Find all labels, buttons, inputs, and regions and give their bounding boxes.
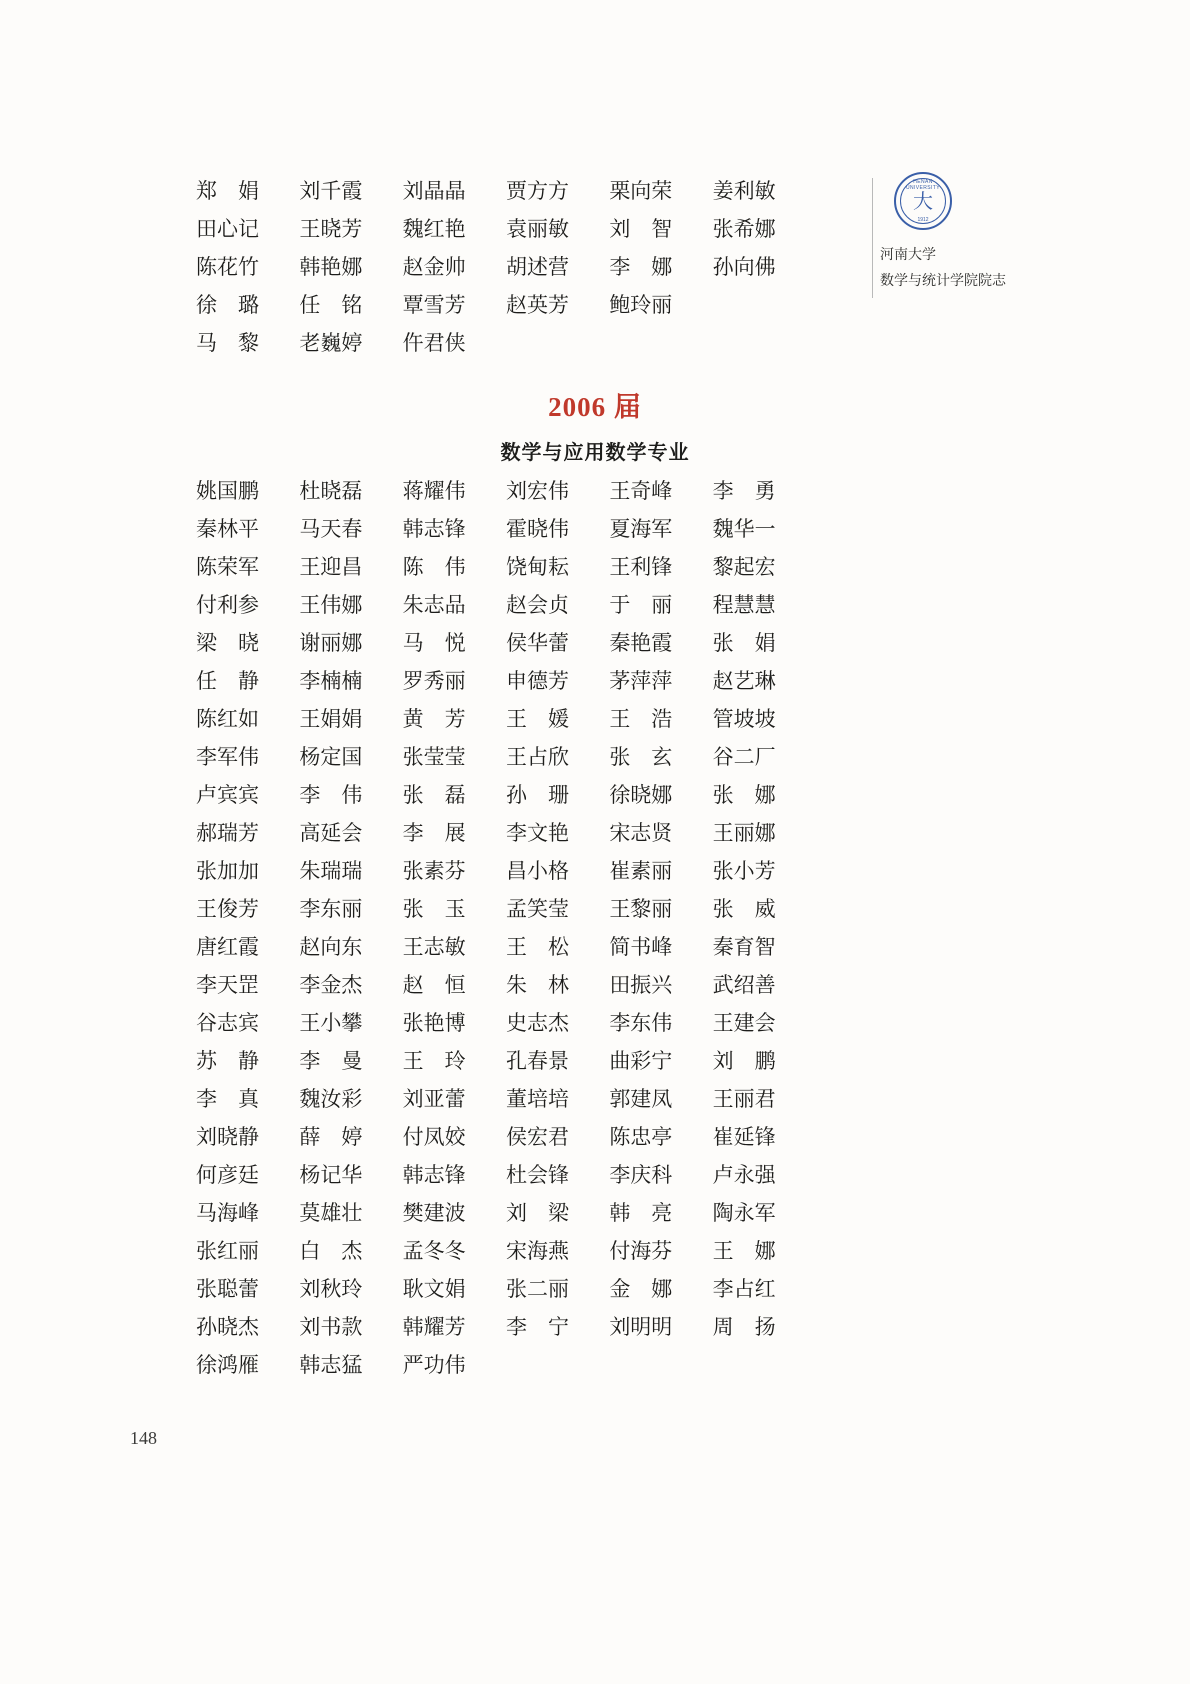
- name-cell: 严功伟: [402, 1353, 466, 1377]
- name-cell: 罗秀丽: [402, 669, 466, 693]
- name-cell: 张 娟: [712, 631, 776, 655]
- name-row: [196, 1194, 816, 1232]
- name-cell: 茅萍萍: [609, 669, 673, 693]
- name-cell: 孔春景: [505, 1049, 569, 1073]
- name-cell: 樊建波: [402, 1201, 466, 1225]
- name-cell: 李东伟: [609, 1011, 673, 1035]
- name-cell: 陈红如: [196, 707, 259, 731]
- name-cell: 李东丽: [299, 897, 363, 921]
- name-cell: 王伟娜: [299, 593, 363, 617]
- name-cell: 王 浩: [609, 707, 673, 731]
- name-list-2006: [196, 472, 816, 1384]
- name-cell: 张艳博: [402, 1011, 466, 1035]
- name-cell: 徐鸿雁: [196, 1353, 259, 1377]
- name-cell: 朱志品: [402, 593, 466, 617]
- name-cell: 金 娜: [609, 1277, 673, 1301]
- name-cell: 刘书款: [299, 1315, 363, 1339]
- name-cell: 朱 林: [505, 973, 569, 997]
- seal-year-text: 1912: [917, 217, 929, 223]
- name-cell: 刘亚蕾: [402, 1087, 466, 1111]
- name-cell: 白 杰: [299, 1239, 363, 1263]
- name-row: [196, 586, 816, 624]
- name-cell: 马 悦: [402, 631, 466, 655]
- name-row: [196, 890, 816, 928]
- name-cell: 老巍婷: [299, 331, 363, 355]
- name-cell: 曲彩宁: [609, 1049, 673, 1073]
- name-cell: 黎起宏: [712, 555, 776, 579]
- name-row: [196, 624, 816, 662]
- name-cell: 韩志猛: [299, 1353, 363, 1377]
- name-cell: 张 玄: [609, 745, 673, 769]
- name-cell: 苏 静: [196, 1049, 259, 1073]
- name-cell: 陈 伟: [402, 555, 466, 579]
- name-cell: 鲍玲丽: [609, 293, 673, 317]
- name-cell: 李占红: [712, 1277, 776, 1301]
- name-row: [196, 700, 816, 738]
- name-cell: 武绍善: [712, 973, 776, 997]
- name-cell: 王 媛: [505, 707, 569, 731]
- name-cell: 莫雄壮: [299, 1201, 363, 1225]
- section-year-title: 2006 届: [548, 392, 642, 422]
- name-cell: 张莹莹: [402, 745, 466, 769]
- name-cell: 刘宏伟: [505, 479, 569, 503]
- name-cell: 杜晓磊: [299, 479, 363, 503]
- name-row: [196, 1042, 816, 1080]
- name-cell: 刘晓静: [196, 1125, 259, 1149]
- name-cell: 张加加: [196, 859, 259, 883]
- name-cell: 秦育智: [712, 935, 776, 959]
- page-number: 148: [130, 1428, 157, 1448]
- name-cell: 史志杰: [505, 1011, 569, 1035]
- name-cell: 马海峰: [196, 1201, 259, 1225]
- name-row: [196, 1118, 816, 1156]
- name-cell: 孟笑莹: [505, 897, 569, 921]
- name-cell: 李金杰: [299, 973, 363, 997]
- name-cell: 夏海军: [609, 517, 673, 541]
- name-cell: 贾方方: [505, 179, 569, 203]
- name-row: [196, 324, 816, 362]
- name-cell: 仵君侠: [402, 331, 466, 355]
- name-list-continued: [196, 172, 816, 362]
- name-cell: 李 真: [196, 1087, 259, 1111]
- name-cell: 田心记: [196, 217, 259, 241]
- name-row: [196, 1346, 816, 1384]
- name-row: [196, 172, 816, 210]
- name-cell: 孙 珊: [505, 783, 569, 807]
- name-cell: 王迎昌: [299, 555, 363, 579]
- institution-name-line1: 河南大学: [880, 248, 936, 263]
- name-cell: 张小芳: [712, 859, 776, 883]
- name-cell: 昌小格: [505, 859, 569, 883]
- name-cell: 薛 婷: [299, 1125, 363, 1149]
- name-row: [196, 1156, 816, 1194]
- name-cell: 李楠楠: [299, 669, 363, 693]
- name-cell: 郭建凤: [609, 1087, 673, 1111]
- name-cell: 陶永军: [712, 1201, 776, 1225]
- name-row: [196, 1232, 816, 1270]
- name-cell: 赵会贞: [505, 593, 569, 617]
- name-cell: 马 黎: [196, 331, 259, 355]
- name-cell: 张素芬: [402, 859, 466, 883]
- name-row: [196, 966, 816, 1004]
- name-cell: 徐晓娜: [609, 783, 673, 807]
- name-cell: 刘 鹏: [712, 1049, 776, 1073]
- name-cell: 刘 智: [609, 217, 673, 241]
- name-cell: 张 威: [712, 897, 776, 921]
- name-cell: 姜利敏: [712, 179, 776, 203]
- name-cell: 杨定国: [299, 745, 363, 769]
- name-row: [196, 928, 816, 966]
- name-cell: 孙向佛: [712, 255, 776, 279]
- name-row: [196, 662, 816, 700]
- name-row: [196, 1080, 816, 1118]
- name-cell: 于 丽: [609, 593, 673, 617]
- name-cell: 魏汝彩: [299, 1087, 363, 1111]
- name-cell: 赵 恒: [402, 973, 466, 997]
- name-cell: 任 静: [196, 669, 259, 693]
- name-cell: 蒋耀伟: [402, 479, 466, 503]
- name-cell: 王丽娜: [712, 821, 776, 845]
- name-cell: 梁 晓: [196, 631, 259, 655]
- name-cell: 张二丽: [505, 1277, 569, 1301]
- name-cell: 魏红艳: [402, 217, 466, 241]
- name-cell: 韩 亮: [609, 1201, 673, 1225]
- name-cell: 杨记华: [299, 1163, 363, 1187]
- name-cell: 孟冬冬: [402, 1239, 466, 1263]
- name-cell: 王志敏: [402, 935, 466, 959]
- name-cell: 任 铭: [299, 293, 363, 317]
- name-row: [196, 248, 816, 286]
- name-cell: 秦艳霞: [609, 631, 673, 655]
- name-cell: 李 展: [402, 821, 466, 845]
- name-cell: 秦林平: [196, 517, 259, 541]
- name-cell: 李天罡: [196, 973, 259, 997]
- name-cell: 申德芳: [505, 669, 569, 693]
- name-cell: 王 松: [505, 935, 569, 959]
- name-cell: 王小攀: [299, 1011, 363, 1035]
- name-cell: 周 扬: [712, 1315, 776, 1339]
- name-cell: 谷志宾: [196, 1011, 259, 1035]
- name-cell: 崔延锋: [712, 1125, 776, 1149]
- name-cell: 韩艳娜: [299, 255, 363, 279]
- name-cell: 王利锋: [609, 555, 673, 579]
- name-cell: 韩志锋: [402, 517, 466, 541]
- name-cell: 付凤姣: [402, 1125, 466, 1149]
- name-cell: 管坡坡: [712, 707, 776, 731]
- name-cell: 陈花竹: [196, 255, 259, 279]
- name-cell: 宋海燕: [505, 1239, 569, 1263]
- name-cell: 宋志贤: [609, 821, 673, 845]
- name-cell: 朱瑞瑞: [299, 859, 363, 883]
- name-cell: 王 玲: [402, 1049, 466, 1073]
- name-cell: 张希娜: [712, 217, 776, 241]
- institution-logo-block: [872, 172, 1082, 294]
- name-row: [196, 548, 816, 586]
- name-row: [196, 286, 816, 324]
- name-cell: 崔素丽: [609, 859, 673, 883]
- name-cell: 侯华蕾: [505, 631, 569, 655]
- name-cell: 何彦廷: [196, 1163, 259, 1187]
- name-cell: 张 磊: [402, 783, 466, 807]
- name-cell: 谢丽娜: [299, 631, 363, 655]
- name-row: [196, 738, 816, 776]
- name-cell: 王黎丽: [609, 897, 673, 921]
- name-row: [196, 1270, 816, 1308]
- name-cell: 程慧慧: [712, 593, 776, 617]
- name-cell: 董培培: [505, 1087, 569, 1111]
- name-cell: 卢永强: [712, 1163, 776, 1187]
- name-cell: 王建会: [712, 1011, 776, 1035]
- name-cell: 唐红霞: [196, 935, 259, 959]
- name-row: [196, 814, 816, 852]
- name-cell: 王 娜: [712, 1239, 776, 1263]
- name-cell: 赵艺琳: [712, 669, 776, 693]
- name-row: [196, 472, 816, 510]
- name-cell: 王奇峰: [609, 479, 673, 503]
- name-cell: 李 伟: [299, 783, 363, 807]
- name-cell: 霍晓伟: [505, 517, 569, 541]
- name-cell: 张聪蕾: [196, 1277, 259, 1301]
- name-cell: 黄 芳: [402, 707, 466, 731]
- name-cell: 袁丽敏: [505, 217, 569, 241]
- institution-name-line2: 数学与统计学院院志: [880, 274, 1006, 289]
- name-cell: 覃雪芳: [402, 293, 466, 317]
- name-cell: 张红丽: [196, 1239, 259, 1263]
- name-cell: 胡述营: [505, 255, 569, 279]
- name-cell: 付海芬: [609, 1239, 673, 1263]
- name-row: [196, 510, 816, 548]
- name-cell: 王占欣: [505, 745, 569, 769]
- name-cell: 李 勇: [712, 479, 776, 503]
- name-cell: 王晓芳: [299, 217, 363, 241]
- name-cell: 简书峰: [609, 935, 673, 959]
- name-cell: 李军伟: [196, 745, 259, 769]
- name-cell: 刘 梁: [505, 1201, 569, 1225]
- name-cell: 马天春: [299, 517, 363, 541]
- name-cell: 李 娜: [609, 255, 673, 279]
- name-cell: 赵金帅: [402, 255, 466, 279]
- name-cell: 栗向荣: [609, 179, 673, 203]
- name-row: [196, 776, 816, 814]
- name-row: [196, 1308, 816, 1346]
- university-seal-icon: [894, 172, 952, 230]
- name-cell: 李文艳: [505, 821, 569, 845]
- name-cell: 韩耀芳: [402, 1315, 466, 1339]
- section-major-title: 数学与应用数学专业: [500, 442, 690, 464]
- name-cell: 谷二厂: [712, 745, 776, 769]
- name-cell: 赵英芳: [505, 293, 569, 317]
- name-row: [196, 1004, 816, 1042]
- name-cell: 付利参: [196, 593, 259, 617]
- name-cell: 田振兴: [609, 973, 673, 997]
- name-cell: 孙晓杰: [196, 1315, 259, 1339]
- name-cell: 魏华一: [712, 517, 776, 541]
- name-cell: 李庆科: [609, 1163, 673, 1187]
- seal-center-character: 大: [913, 191, 933, 213]
- name-cell: 卢宾宾: [196, 783, 259, 807]
- name-cell: 李 曼: [299, 1049, 363, 1073]
- name-cell: 姚国鹏: [196, 479, 259, 503]
- vertical-divider: [872, 178, 873, 298]
- name-cell: 刘明明: [609, 1315, 673, 1339]
- name-cell: 张 娜: [712, 783, 776, 807]
- name-cell: 王丽君: [712, 1087, 776, 1111]
- seal-top-text: HENAN UNIVERSITY: [905, 179, 940, 191]
- name-cell: 饶甸耘: [505, 555, 569, 579]
- name-cell: 王俊芳: [196, 897, 259, 921]
- name-cell: 郑 娟: [196, 179, 259, 203]
- name-cell: 陈荣军: [196, 555, 259, 579]
- name-cell: 韩志锋: [402, 1163, 466, 1187]
- name-row: [196, 210, 816, 248]
- name-row: [196, 852, 816, 890]
- name-cell: 刘晶晶: [402, 179, 466, 203]
- name-cell: 高延会: [299, 821, 363, 845]
- name-cell: 郝瑞芳: [196, 821, 259, 845]
- name-cell: 刘千霞: [299, 179, 363, 203]
- name-cell: 耿文娟: [402, 1277, 466, 1301]
- name-cell: 杜会锋: [505, 1163, 569, 1187]
- name-cell: 侯宏君: [505, 1125, 569, 1149]
- name-cell: 赵向东: [299, 935, 363, 959]
- name-cell: 张 玉: [402, 897, 466, 921]
- name-cell: 李 宁: [505, 1315, 569, 1339]
- name-cell: 徐 璐: [196, 293, 259, 317]
- name-cell: 王娟娟: [299, 707, 363, 731]
- name-cell: 陈忠亭: [609, 1125, 673, 1149]
- name-cell: 刘秋玲: [299, 1277, 363, 1301]
